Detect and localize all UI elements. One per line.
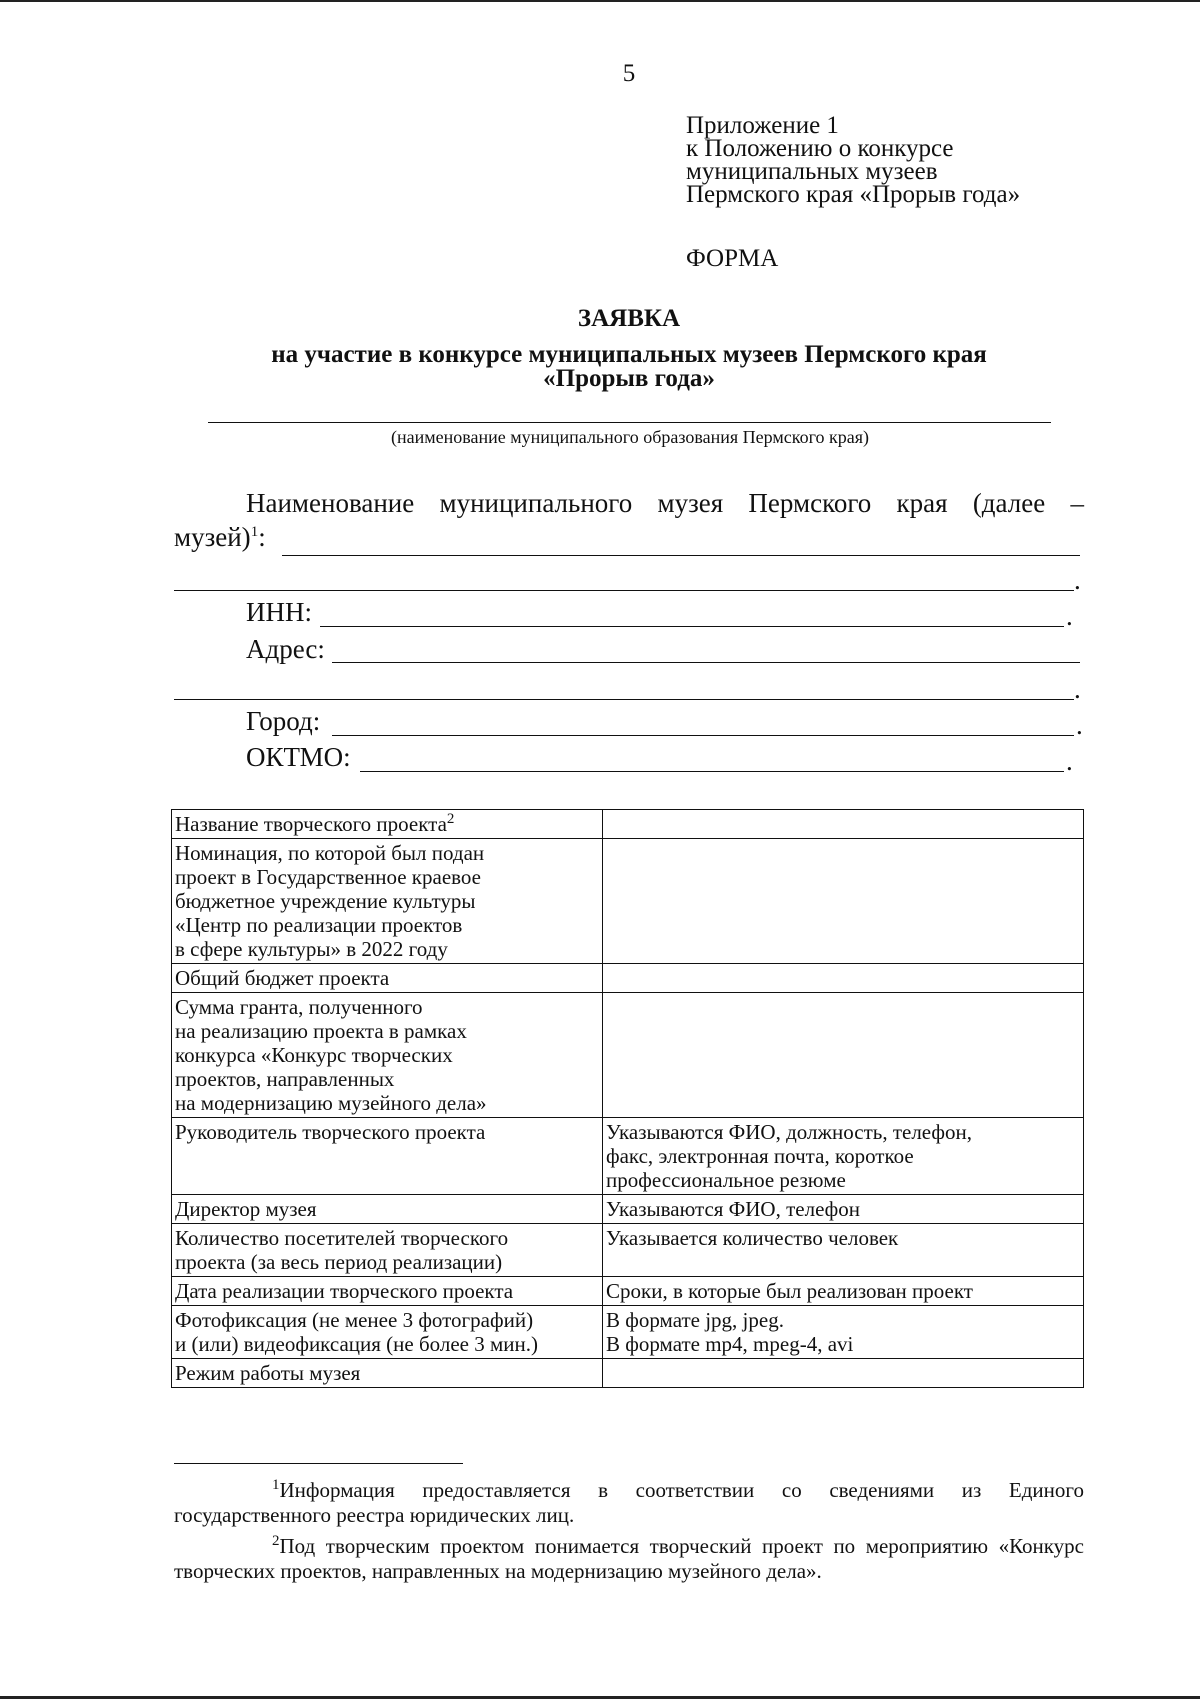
inn-blank-line[interactable]	[320, 626, 1064, 627]
row-label-line: бюджетное учреждение культуры	[175, 889, 476, 913]
row-label	[172, 810, 603, 839]
period: .	[1066, 746, 1073, 776]
footnote-2	[174, 1534, 1084, 1584]
footnote-number: 1	[272, 1477, 280, 1493]
row-value-line: Сроки, в которые был реализован проект	[606, 1279, 973, 1303]
project-info-table	[171, 809, 1084, 1388]
scan-edge-top	[0, 0, 1200, 2]
row-label-line: проекта (за весь период реализации)	[175, 1250, 503, 1274]
table-row	[172, 1224, 1084, 1277]
address-label: Адрес:	[246, 634, 325, 664]
appendix-line: Приложение 1	[686, 112, 839, 139]
period: .	[1066, 601, 1073, 631]
row-value-line: Указываются ФИО, должность, телефон,	[606, 1120, 972, 1144]
row-label	[172, 964, 603, 993]
row-value[interactable]	[603, 1359, 1084, 1388]
table-row	[172, 810, 1084, 839]
row-label-line: Номинация, по которой был подан	[175, 841, 485, 865]
table-row	[172, 993, 1084, 1118]
row-label-line: на реализацию проекта в рамках	[175, 1019, 467, 1043]
row-label-line: проект в Государственное краевое	[175, 865, 481, 889]
table-row	[172, 839, 1084, 964]
row-label-line: конкурса «Конкурс творческих	[175, 1043, 453, 1067]
row-label-line: Режим работы музея	[175, 1361, 361, 1385]
table-row	[172, 1277, 1084, 1306]
row-value-line: Указываются ФИО, телефон	[606, 1197, 860, 1221]
row-label-line: Сумма гранта, полученного	[175, 995, 423, 1019]
footnote-separator	[174, 1463, 463, 1464]
document-title: ЗАЯВКА	[577, 305, 681, 332]
row-label-line: Название творческого проекта	[175, 812, 447, 836]
table-row	[172, 1118, 1084, 1195]
period: .	[1074, 565, 1081, 595]
row-value[interactable]	[603, 1224, 1084, 1277]
row-label	[172, 993, 603, 1118]
city-label: Город:	[246, 706, 321, 736]
city-blank-line[interactable]	[332, 735, 1074, 736]
row-label-line: Общий бюджет проекта	[175, 966, 390, 990]
appendix-line: Пермского края «Прорыв года»	[686, 181, 1021, 208]
appendix-reference	[686, 114, 1020, 206]
row-label	[172, 1195, 603, 1224]
row-value-line: В формате jpg, jpeg.	[606, 1308, 784, 1332]
table-row	[172, 1359, 1084, 1388]
row-label-line: Дата реализации творческого проекта	[175, 1279, 514, 1303]
row-label-line: на модернизацию музейного дела»	[175, 1091, 487, 1115]
footnote-ref: 1	[250, 524, 259, 540]
table-row	[172, 1306, 1084, 1359]
row-value[interactable]	[603, 1118, 1084, 1195]
row-value[interactable]	[603, 1306, 1084, 1359]
museum-name-label-cont: музей)$^1$:	[174, 522, 266, 552]
inn-label: ИНН:	[246, 597, 312, 627]
oktmo-label: ОКТМО:	[246, 742, 351, 772]
table-row	[172, 964, 1084, 993]
museum-name-blank-line[interactable]	[282, 555, 1080, 556]
document-subtitle	[0, 343, 1200, 391]
row-label-line: проектов, направленных	[175, 1067, 395, 1091]
period: .	[1074, 674, 1081, 704]
form-label: ФОРМА	[686, 245, 779, 272]
footnote-number: 2	[272, 1533, 280, 1549]
row-value-line: факс, электронная почта, короткое	[606, 1144, 914, 1168]
subtitle-line: на участие в конкурсе муниципальных музеев Пермского края	[271, 341, 987, 368]
row-label	[172, 1224, 603, 1277]
row-label	[172, 1118, 603, 1195]
row-value[interactable]	[603, 839, 1084, 964]
museum-name-label: Наименование муниципального музея Пермского края (далее –	[246, 488, 1084, 518]
address-blank-line[interactable]	[332, 662, 1080, 663]
period: .	[1076, 710, 1083, 740]
appendix-line: муниципальных музеев	[686, 158, 938, 185]
oktmo-blank-line[interactable]	[360, 771, 1064, 772]
row-label-line: и (или) видеофиксация (не более 3 мин.)	[175, 1332, 538, 1356]
row-label-line: «Центр по реализации проектов	[175, 913, 463, 937]
row-value[interactable]	[603, 993, 1084, 1118]
page-number: 5	[622, 60, 636, 87]
row-value-line: профессиональное резюме	[606, 1168, 846, 1192]
appendix-line: к Положению о конкурсе	[686, 135, 954, 162]
row-label	[172, 1306, 603, 1359]
row-value[interactable]	[603, 1277, 1084, 1306]
row-label-line: в сфере культуры» в 2022 году	[175, 937, 448, 961]
row-label-line: Количество посетителей творческого	[175, 1226, 509, 1250]
table-row	[172, 1195, 1084, 1224]
footnote-1	[174, 1478, 1084, 1528]
municipality-blank-line[interactable]	[208, 422, 1051, 423]
row-label-line: Директор музея	[175, 1197, 317, 1221]
municipality-caption: (наименование муниципального образования Пермского края)	[390, 427, 870, 447]
museum-name-blank-line-2[interactable]	[174, 590, 1074, 591]
row-value-line: В формате mp4, mpeg-4, avi	[606, 1332, 854, 1356]
footnote-text: Информация предоставляется в соответствии со сведениями из Единого государственного реестра юридических лиц.	[174, 1478, 1084, 1527]
subtitle-line: «Прорыв года»	[543, 365, 715, 392]
row-label	[172, 1277, 603, 1306]
footnote-text: Под творческим проектом понимается творческий проект по мероприятию «Конкурс творческих проектов, направленных на модернизацию музейного дела».	[174, 1534, 1084, 1583]
row-value[interactable]	[603, 1195, 1084, 1224]
row-label-line: Фотофиксация (не менее 3 фотографий)	[175, 1308, 534, 1332]
row-value[interactable]	[603, 964, 1084, 993]
row-label	[172, 839, 603, 964]
footnote-ref: 2	[446, 811, 455, 827]
row-value[interactable]	[603, 810, 1084, 839]
row-label-line: Руководитель творческого проекта	[175, 1120, 486, 1144]
address-blank-line-2[interactable]	[174, 699, 1074, 700]
row-label	[172, 1359, 603, 1388]
row-value-line: Указывается количество человек	[606, 1226, 899, 1250]
